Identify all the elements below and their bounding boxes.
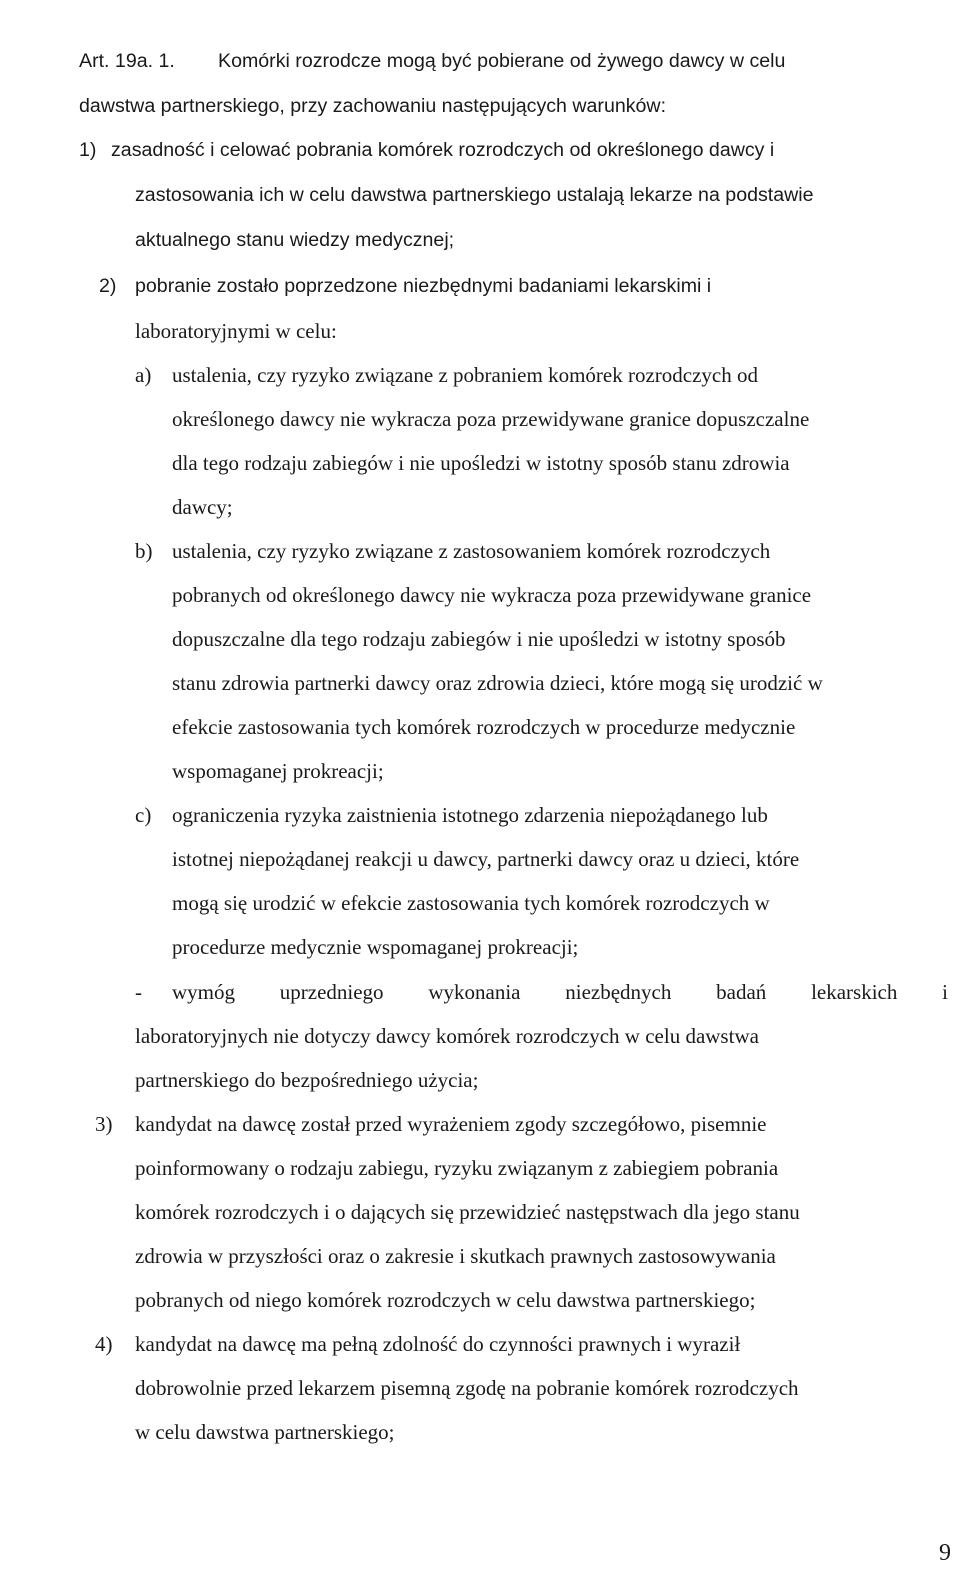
subpoint-text-line: pobranych od określonego dawcy nie wykracza poza przewidywane granice bbox=[172, 583, 812, 607]
point-text-line: pobranie zostało poprzedzone niezbędnymi badaniami lekarskimi i bbox=[135, 275, 712, 297]
clause-word: lekarskich bbox=[811, 980, 898, 1004]
point-text-line: zastosowania ich w celu dawstwa partnerskiego ustalają lekarze na podstawie bbox=[135, 184, 814, 206]
point-text-line: laboratoryjnymi w celu: bbox=[135, 319, 337, 343]
clause-text-line: laboratoryjnych nie dotyczy dawcy komórek rozrodczych w celu dawstwa bbox=[135, 1024, 759, 1048]
subpoint-text-line: wspomaganej prokreacji; bbox=[172, 759, 384, 783]
dash-marker: - bbox=[135, 980, 142, 1004]
point-text-line: w celu dawstwa partnerskiego; bbox=[135, 1420, 395, 1444]
clause-word: uprzedniego bbox=[279, 980, 384, 1004]
subpoint-text-line: dla tego rodzaju zabiegów i nie upośledzi w istotny sposób stanu zdrowia bbox=[172, 451, 790, 475]
subpoint-text-line: ustalenia, czy ryzyko związane z zastosowaniem komórek rozrodczych bbox=[172, 539, 771, 563]
clause-word: badań bbox=[716, 980, 767, 1004]
clause-word: wykonania bbox=[428, 980, 521, 1004]
point-text-line: zdrowia w przyszłości oraz o zakresie i skutkach prawnych zastosowywania bbox=[135, 1244, 776, 1268]
subpoint-text-line: mogą się urodzić w efekcie zastosowania tych komórek rozrodczych w bbox=[172, 891, 770, 915]
article-text-line: dawstwa partnerskiego, przy zachowaniu następujących warunków: bbox=[79, 95, 667, 117]
subpoint-text-line: efekcie zastosowania tych komórek rozrodczych w procedurze medycznie bbox=[172, 715, 796, 739]
point-text-line: aktualnego stanu wiedzy medycznej; bbox=[135, 229, 455, 251]
subpoint-letter: a) bbox=[135, 363, 152, 387]
point-number: 3) bbox=[95, 1112, 113, 1136]
article-text-line: Komórki rozrodcze mogą być pobierane od żywego dawcy w celu bbox=[218, 50, 786, 72]
point-text-line: komórek rozrodczych i o dających się przewidzieć następstwach dla jego stanu bbox=[135, 1200, 800, 1224]
subpoint-letter: b) bbox=[135, 539, 153, 563]
subpoint-text-line: określonego dawcy nie wykracza poza przewidywane granice dopuszczalne bbox=[172, 407, 810, 431]
point-text-line: poinformowany o rodzaju zabiegu, ryzyku związanym z zabiegiem pobrania bbox=[135, 1156, 779, 1180]
subpoint-text-line: istotnej niepożądanej reakcji u dawcy, partnerki dawcy oraz u dzieci, które bbox=[172, 847, 800, 871]
point-text-line: kandydat na dawcę ma pełną zdolność do czynności prawnych i wyraził bbox=[135, 1332, 741, 1356]
subpoint-text-line: ograniczenia ryzyka zaistnienia istotnego zdarzenia niepożądanego lub bbox=[172, 803, 768, 827]
point-number: 4) bbox=[95, 1332, 113, 1356]
point-text-line: zasadność i celować pobrania komórek rozrodczych od określonego dawcy i bbox=[111, 139, 775, 161]
subpoint-letter: c) bbox=[135, 803, 152, 827]
subpoint-text-line: stanu zdrowia partnerki dawcy oraz zdrowia dzieci, które mogą się urodzić w bbox=[172, 671, 823, 695]
article-label: Art. 19a. 1. bbox=[79, 50, 175, 72]
clause-text-line bbox=[172, 982, 948, 1003]
point-text-line: pobranych od niego komórek rozrodczych w celu dawstwa partnerskiego; bbox=[135, 1288, 756, 1312]
point-number: 1) bbox=[79, 139, 97, 161]
subpoint-text-line: dopuszczalne dla tego rodzaju zabiegów i nie upośledzi w istotny sposób bbox=[172, 627, 786, 651]
clause-text-line: partnerskiego do bezpośredniego użycia; bbox=[135, 1068, 479, 1092]
page-number: 9 bbox=[939, 1540, 951, 1566]
point-text-line: dobrowolnie przed lekarzem pisemną zgodę na pobranie komórek rozrodczych bbox=[135, 1376, 799, 1400]
subpoint-text-line: ustalenia, czy ryzyko związane z pobraniem komórek rozrodczych od bbox=[172, 363, 758, 387]
subpoint-text-line: procedurze medycznie wspomaganej prokreacji; bbox=[172, 935, 579, 959]
point-number: 2) bbox=[99, 275, 117, 297]
clause-word: i bbox=[942, 980, 948, 1004]
clause-word: wymóg bbox=[172, 980, 235, 1004]
clause-word: niezbędnych bbox=[565, 980, 672, 1004]
point-text-line: kandydat na dawcę został przed wyrażeniem zgody szczegółowo, pisemnie bbox=[135, 1112, 767, 1136]
subpoint-text-line: dawcy; bbox=[172, 495, 233, 519]
